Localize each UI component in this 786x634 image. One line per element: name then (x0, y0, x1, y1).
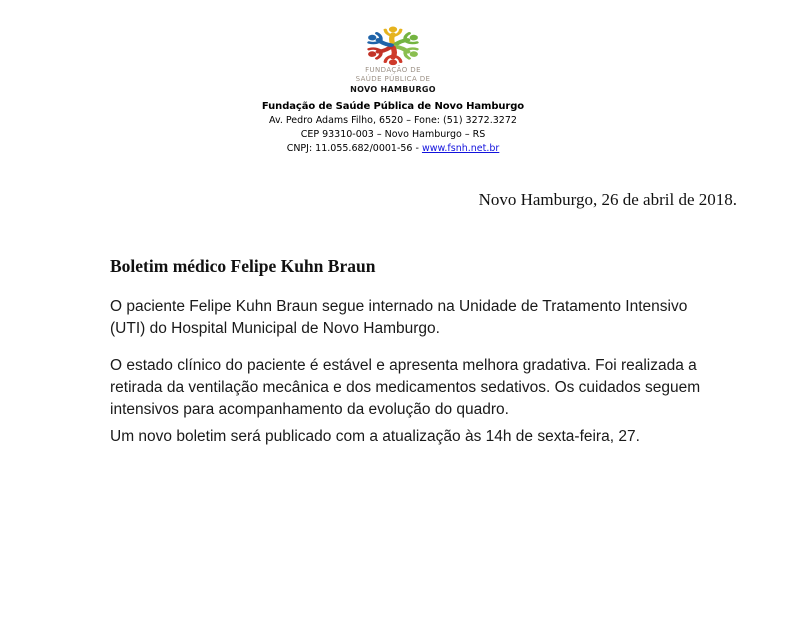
paragraph-patient-status (110, 296, 750, 340)
paragraph-clinical-state (110, 355, 750, 421)
org-cnpj: CNPJ: 11.055.682/0001-56 - (286, 143, 419, 154)
org-contact-block (0, 100, 786, 156)
fsnh-logo (0, 22, 786, 95)
bulletin-title: Boletim médico Felipe Kuhn Braun (110, 256, 376, 276)
logo-caption-line2: SAÚDE PÚBLICA DE (355, 75, 431, 83)
paragraph-line: (UTI) do Hospital Municipal de Novo Hamburgo. (110, 320, 440, 337)
org-cnpj-line (0, 142, 786, 156)
website-link[interactable]: www.fsnh.net.br (421, 143, 500, 154)
letterhead (0, 22, 786, 156)
org-cep: CEP 93310-003 – Novo Hamburgo – RS (300, 129, 486, 140)
paragraph-line: intensivos para acompanhamento da evolução do quadro. (110, 401, 509, 418)
paragraph-line: retirada da ventilação mecânica e dos medicamentos sedativos. Os cuidados seguem (110, 379, 701, 396)
paragraph-line: O paciente Felipe Kuhn Braun segue internado na Unidade de Tratamento Intensivo (110, 298, 688, 315)
date-line: Novo Hamburgo, 26 de abril de 2018. (478, 190, 737, 209)
logo-caption-line1: FUNDAÇÃO DE (365, 66, 421, 74)
paragraph-next-bulletin (110, 426, 750, 448)
org-address: Av. Pedro Adams Filho, 6520 – Fone: (51) 3272.3272 (269, 115, 517, 126)
people-circle-icon (361, 22, 425, 66)
org-name: Fundação de Saúde Pública de Novo Hamburgo (261, 101, 525, 112)
logo-caption-line3: NOVO HAMBURGO (350, 85, 436, 94)
paragraph-line: Um novo boletim será publicado com a atualização às 14h de sexta-feira, 27. (110, 428, 640, 445)
paragraph-line: O estado clínico do paciente é estável e apresenta melhora gradativa. Foi realizada a (110, 357, 697, 374)
